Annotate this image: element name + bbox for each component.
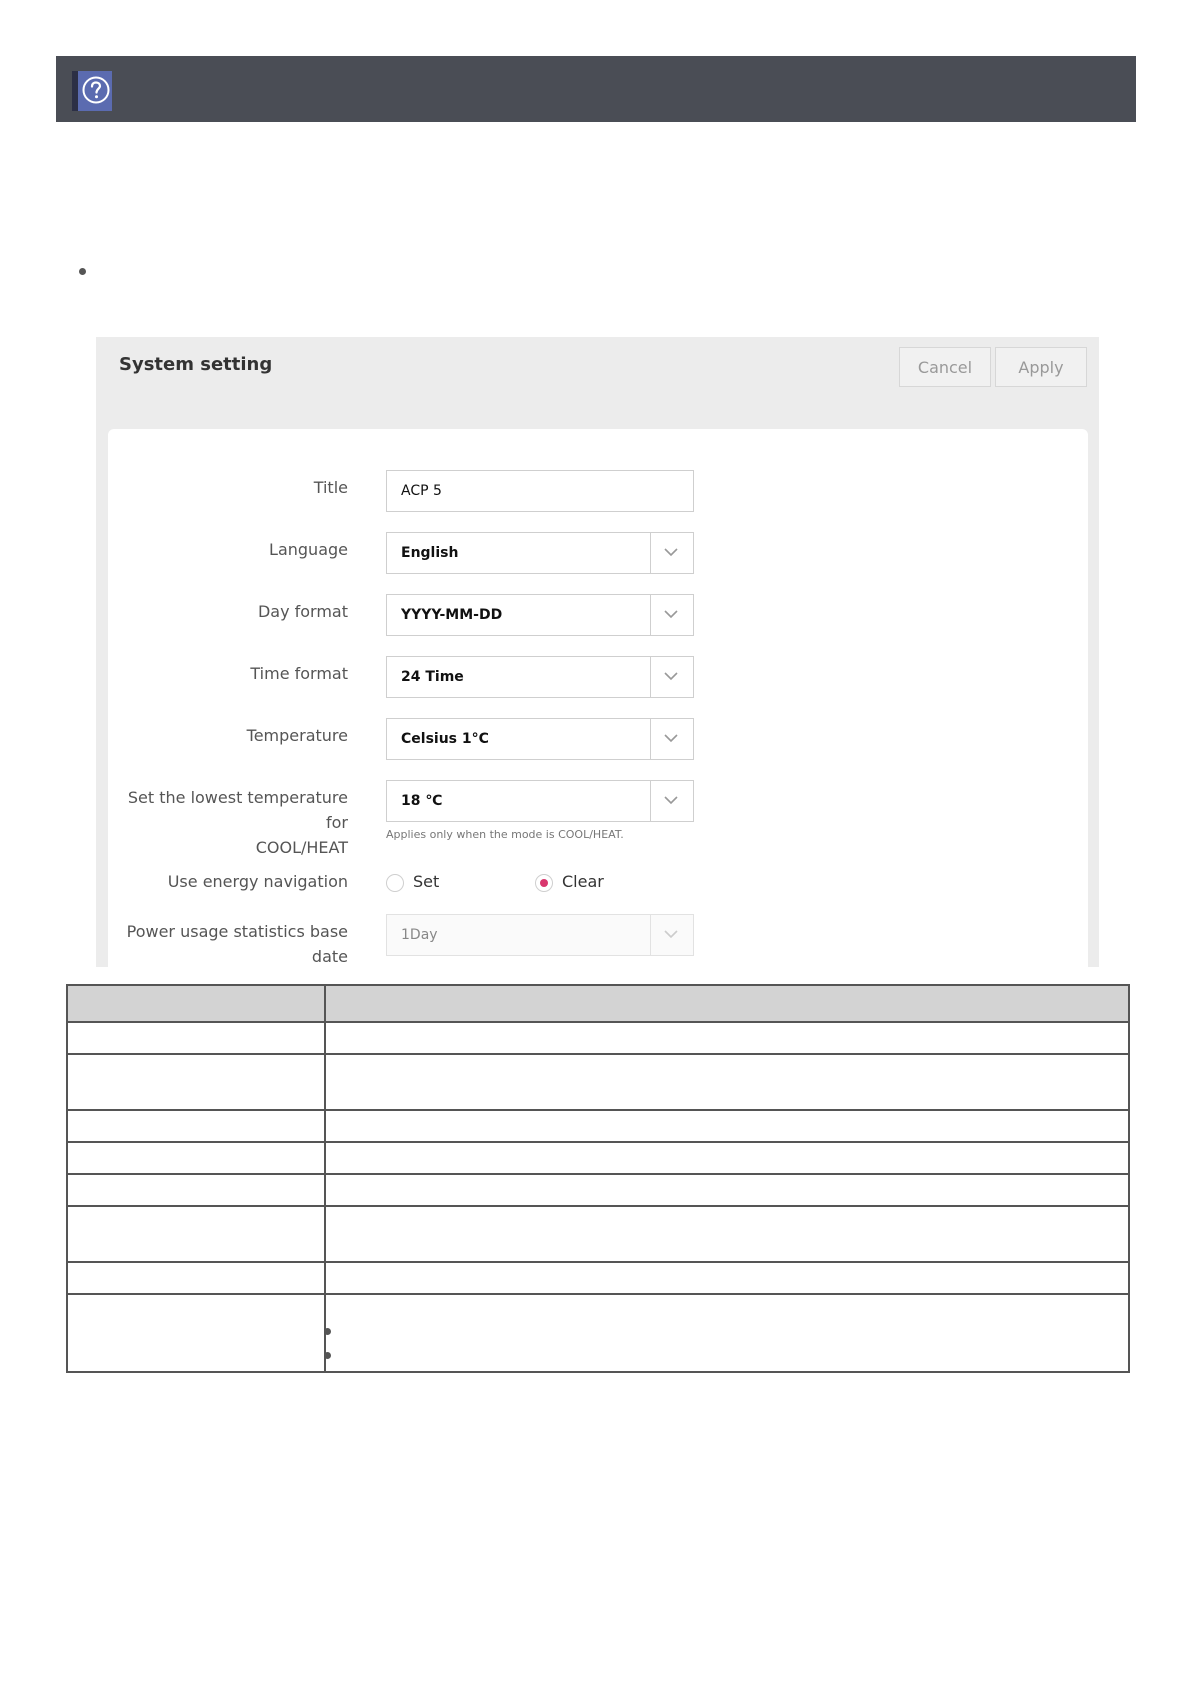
energy-navigation-set-radio[interactable] [386, 874, 404, 892]
bullet-point [324, 1328, 331, 1335]
table-cell [325, 1110, 1129, 1142]
time-format-dropdown-toggle[interactable] [650, 657, 693, 697]
table-cell [67, 1142, 325, 1174]
table-row [67, 1262, 1129, 1294]
help-circle-icon [81, 75, 111, 105]
energy-navigation-label: Use energy navigation [167, 872, 348, 891]
energy-navigation-set-label[interactable]: Set [413, 872, 440, 891]
table-cell [67, 1054, 325, 1110]
table-row [67, 1022, 1129, 1054]
title-label: Title [313, 478, 348, 497]
temperature-label: Temperature [246, 726, 348, 745]
bullet-point [324, 1352, 331, 1359]
table-cell [325, 1206, 1129, 1262]
table-header-cell [325, 985, 1129, 1022]
table-cell [325, 1022, 1129, 1054]
chevron-down-icon [664, 547, 678, 557]
lowest-temperature-label-line1: Set the lowest temperature for [127, 788, 348, 832]
power-usage-base-date-select [386, 914, 694, 956]
time-format-select-value: 24 Time [401, 669, 464, 685]
table-cell [67, 1110, 325, 1142]
lowest-temperature-dropdown-toggle[interactable] [650, 781, 693, 821]
table-cell [325, 1142, 1129, 1174]
time-format-label: Time format [250, 664, 348, 683]
chevron-down-icon [664, 609, 678, 619]
language-select-value: English [401, 545, 459, 561]
table-cell [67, 1294, 325, 1372]
table-cell [325, 1262, 1129, 1294]
table-cell [67, 1174, 325, 1206]
lowest-temperature-hint: Applies only when the mode is COOL/HEAT. [386, 828, 624, 841]
header-bar [56, 56, 1136, 122]
table-header-cell [67, 985, 325, 1022]
language-label: Language [269, 540, 348, 559]
table-row [67, 1054, 1129, 1110]
table-row [67, 1110, 1129, 1142]
table-cell [325, 1294, 1129, 1372]
day-format-select[interactable] [386, 594, 694, 636]
bullet-point [79, 268, 86, 275]
day-format-dropdown-toggle[interactable] [650, 595, 693, 635]
system-setting-panel [96, 337, 1099, 967]
title-input[interactable] [386, 470, 694, 512]
lowest-temperature-label-line2: COOL/HEAT [255, 838, 348, 857]
table-row [67, 1206, 1129, 1262]
cancel-button[interactable]: Cancel [899, 347, 991, 387]
temperature-select[interactable] [386, 718, 694, 760]
chevron-down-icon [664, 795, 678, 805]
table-cell [325, 1174, 1129, 1206]
language-dropdown-toggle[interactable] [650, 533, 693, 573]
panel-title: System setting [119, 354, 273, 375]
title-input-value: ACP 5 [401, 483, 442, 499]
description-table [66, 984, 1130, 1373]
chevron-down-icon [664, 733, 678, 743]
table-row [67, 1142, 1129, 1174]
power-usage-base-date-value: 1Day [401, 927, 438, 943]
temperature-dropdown-toggle[interactable] [650, 719, 693, 759]
energy-navigation-clear-label[interactable]: Clear [562, 872, 604, 891]
table-cell [67, 1262, 325, 1294]
settings-card [108, 429, 1088, 967]
power-usage-base-date-label: Power usage statistics base date [126, 922, 348, 966]
chevron-down-icon [664, 929, 678, 939]
temperature-select-value: Celsius 1°C [401, 731, 489, 747]
table-row [67, 1174, 1129, 1206]
lowest-temperature-label [108, 785, 348, 860]
power-usage-base-date-dropdown-toggle [650, 915, 693, 955]
table-cell [325, 1054, 1129, 1110]
day-format-label: Day format [257, 602, 348, 621]
apply-button[interactable]: Apply [995, 347, 1087, 387]
help-button[interactable] [72, 71, 112, 111]
lowest-temperature-select-value: 18 ℃ [401, 793, 443, 809]
lowest-temperature-select[interactable] [386, 780, 694, 822]
table-header-row [67, 985, 1129, 1022]
chevron-down-icon [664, 671, 678, 681]
table-cell [67, 1022, 325, 1054]
table-cell [67, 1206, 325, 1262]
table-row [67, 1294, 1129, 1372]
language-select[interactable] [386, 532, 694, 574]
time-format-select[interactable] [386, 656, 694, 698]
energy-navigation-clear-radio[interactable] [535, 874, 553, 892]
day-format-select-value: YYYY-MM-DD [401, 607, 503, 623]
